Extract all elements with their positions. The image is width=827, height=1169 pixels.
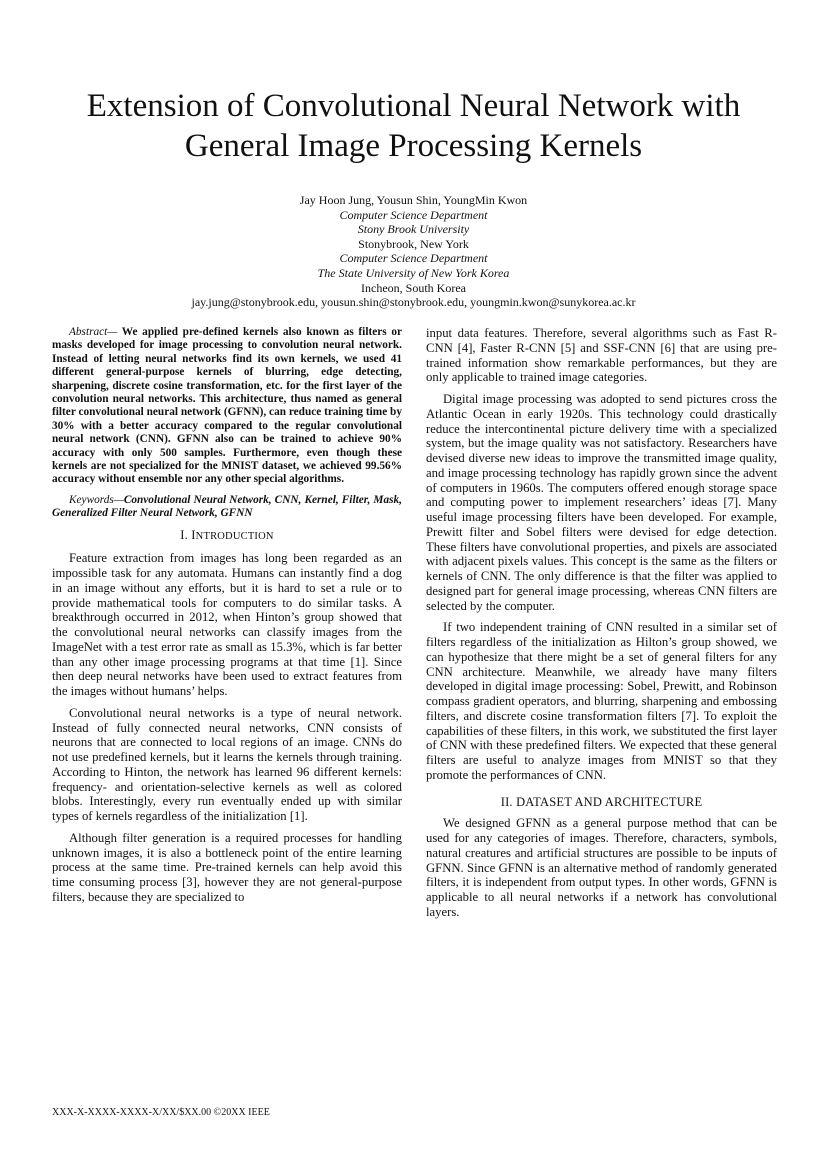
abstract-text: We applied pre-defined kernels also known as filters or masks developed for image processing to convolution neural network. Instead of letting neural networks find its own kernels, we used 41 different general-purpose kernels of blurring, edge detecting, sharpening, discrete cosine transformation, etc. for the first layer of the convolution neural networks. This architecture, thus named as general filter convolutional neural network (GFNN), can reduce training time by 30% with a better accuracy compared to the regular convolutional neural network (CNN). GFNN also can be trained to achieve 90% accuracy with only 500 samples. Furthermore, even though these kernels are not specialized for the MNIST dataset, we achieved 99.56% accuracy without ensemble nor any other special algorithms. (52, 326, 402, 486)
intro-paragraph: Feature extraction from images has long been regarded as an impossible task for any automata. Humans can instantly find a dog in an image without any efforts, but it is hard to set a rule or to provide mathematical tools for computers to do similar tasks. A breakthrough occurred in 2012, when Hinton’s group showed that the convolutional neural networks can classify images from the ImageNet with a test error rate as small as 15.3%, which is far better than any other image processing programs at that time [1]. Since then deep neural networks have been used to extract features from the images without humans’ helps. (52, 551, 402, 699)
title-line-2: General Image Processing Kernels (184, 128, 643, 164)
affiliation-university-2: The State University of New York Korea (317, 265, 510, 280)
keywords (52, 494, 402, 521)
dataset-paragraph: We designed GFNN as a general purpose method that can be used for any categories of images. Therefore, characters, symbols, natural creatures and artificial structures are possible to be inputs of GFNN. Since GFNN is an alternative method of randomly generated filters, it is independent from output types. In other words, GFNN is applicable to all neural networks if a network has convolutional layers. (426, 816, 777, 919)
copyright-footer: XXX-X-XXXX-XXXX-X/XX/$XX.00 ©20XX IEEE (52, 1107, 270, 1118)
intro-paragraph-continued: input data features. Therefore, several algorithms such as Fast R-CNN [4], Faster R-CNN [5] and SSF-CNN [6] that are using pre-trained information show remarkable performances, but they are only applicable to trained image categories. (426, 326, 777, 385)
intro-paragraph: Although filter generation is a required processes for handling unknown images, it is also a bottleneck point of the entire learning process at the same time. Pre-trained kernels can help avoid this time consuming process [3], however they are not general-purpose filters, because they are specialized to (52, 830, 402, 904)
affiliation-department-2: Computer Science Department (339, 251, 488, 266)
right-column (426, 326, 777, 927)
intro-paragraph: Convolutional neural networks is a type of neural network. Instead of fully connected neural networks, CNN consists of neurons that are connected to local regions of an image. CNNs do not use predefined kernels, but it learns the kernels through training. According to Hinton, the network has learned 96 different kernels: frequency- and orientation-selective kernels as well as colored blobs. Interestingly, every run eventually ended up with similar types of kernels regardless of the initialization [1]. (52, 705, 402, 824)
keywords-text: Convolutional Neural Network, CNN, Kernel, Filter, Mask, Generalized Filter Neural Network, GFNN (52, 493, 402, 520)
section-heading-introduction: I. INTRODUCTION (180, 527, 274, 542)
section-heading-dataset: II. DATASET AND ARCHITECTURE (500, 794, 703, 809)
abstract (52, 326, 402, 487)
paper-title (40, 86, 787, 166)
abstract-lead: Abstract— (69, 326, 118, 338)
intro-paragraph: If two independent training of CNN resulted in a similar set of filters regardless of the initialization as Hilton’s group showed, we can hypothesize that there might be a set of general filters for any CNN architecture. Meanwhile, we already have many filters developed in digital image processing: Sobel, Prewitt, and Robinson compass gradient operators, and blurring, sharpening and embossing filters, and discrete cosine transformation filters [7]. To exploit the capabilities of these filters, in this work, we substituted the first layer of CNN with these predefined filters. We expected that these general filters are useful to analyze images from MNIST so that they promote the performances of CNN. (426, 620, 777, 782)
keywords-lead: Keywords— (69, 493, 124, 506)
intro-paragraph: Digital image processing was adopted to send pictures cross the Atlantic Ocean in early 1920s. This technology could drastically reduce the intercontinental picture delivery time with a specialized system, but the image quality was not satisfactory. Researchers have devised diverse new ideas to improve the transmitted image quality, and image processing technology has rapidly grown since the advent of computers in 1960s. The computers offered enough storage space and computing power to implement researchers’ ideas [7]. Many useful image processing filters have been developed. For example, Prewitt filter and Sobel filters were devised for edge detection. These filters have convolutional properties, and pixels are associated with adjacent pixels values. This concept is the same as the filters or kernels of CNN. The only difference is that the filter was applied to designed part for general image processing, whereas CNN filters are selected by the computer. (426, 392, 777, 613)
author-emails: jay.jung@stonybrook.edu, yousun.shin@stonybrook.edu, youngmin.kwon@sunykorea.ac.kr (191, 295, 636, 310)
affiliation-location-1: Stonybrook, New York (358, 236, 469, 251)
author-block (40, 193, 787, 310)
author-names: Jay Hoon Jung, Yousun Shin, YoungMin Kwon (299, 193, 528, 207)
affiliation-university-1: Stony Brook University (357, 222, 470, 237)
left-column (52, 326, 402, 912)
affiliation-department-1: Computer Science Department (339, 207, 488, 222)
affiliation-location-2: Incheon, South Korea (361, 280, 466, 295)
title-line-1: Extension of Convolutional Neural Network with (86, 88, 741, 124)
